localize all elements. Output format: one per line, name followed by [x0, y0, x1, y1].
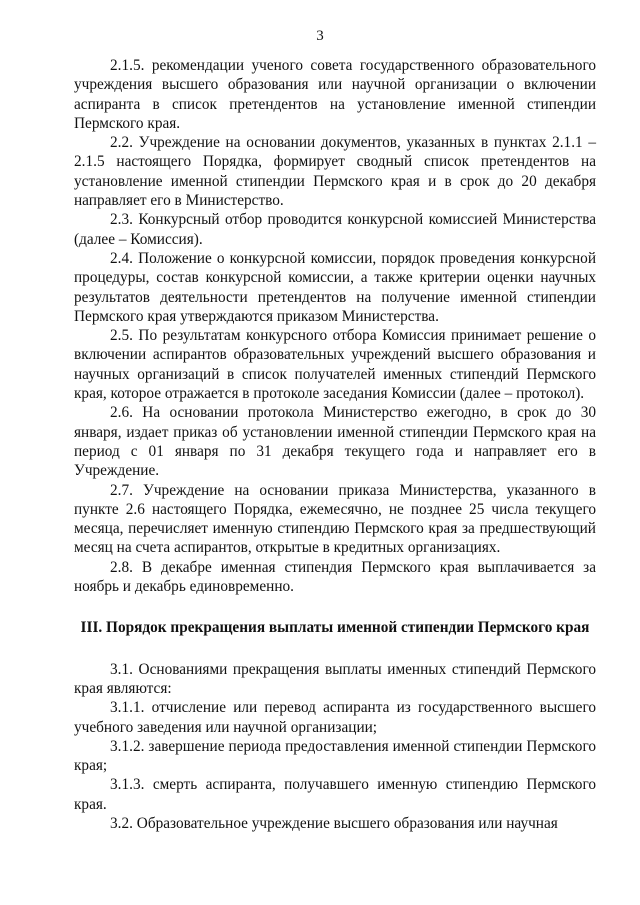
paragraph-2-5: 2.5. По результатам конкурсного отбора Комиссия принимает решение о включении аспирантов образовательных учреждений высшего образования и научных организаций в список получателей именных стипендий Пермского края, которое отражается в протоколе заседания Комиссии (далее – протокол). — [74, 327, 596, 403]
paragraph-2-1-5: 2.1.5. рекомендации ученого совета государственного образовательного учреждения высшего образования или научной организации о включении аспиранта в список претендентов на установление именной стипендии Пермского края. — [74, 57, 596, 132]
paragraph-2-6: 2.6. На основании протокола Министерство ежегодно, в срок до 30 января, издает приказ об установлении именной стипендии Пермского края на период с 01 января по 31 декабря текущего года и направляет его в Учреждение. — [74, 404, 596, 480]
section-heading: III. Порядок прекращения выплаты именной стипендии Пермского края — [80, 619, 590, 637]
paragraph-2-7: 2.7. Учреждение на основании приказа Министерства, указанного в пункте 2.6 настоящего Порядка, ежемесячно, не позднее 25 числа текущего месяца, перечисляет именную стипендию Пермского края за предшествующий месяц на счета аспирантов, открытые в кредитных организациях. — [74, 481, 596, 557]
paragraph-3-1-1: 3.1.1. отчисление или перевод аспиранта из государственного высшего учебного заведения или научной организации; — [74, 699, 596, 736]
paragraph-2-4: 2.4. Положение о конкурсной комиссии, порядок проведения конкурсной процедуры, состав конкурсной комиссии, а также критерии оценки научных результатов деятельности претендентов на получение именной стипендии Пермского края утверждаются приказом Министерства. — [74, 249, 596, 325]
page-number: 3 — [316, 28, 324, 44]
paragraph-2-2: 2.2. Учреждение на основании документов, указанных в пунктах 2.1.1 – 2.1.5 настоящего Порядка, формирует сводный список претендентов на установление именной стипендии Пермского края и в срок до 20 декабря направляет его в Министерство. — [74, 134, 596, 210]
paragraph-3-2: 3.2. Образовательное учреждение высшего образования или научная — [110, 814, 558, 832]
paragraph-2-3: 2.3. Конкурсный отбор проводится конкурсной комиссией Министерства (далее – Комиссия). — [74, 211, 596, 248]
paragraph-3-1-2: 3.1.2. завершение периода предоставления именной стипендии Пермского края; — [74, 737, 596, 775]
document-body — [74, 56, 596, 833]
paragraph-3-1: 3.1. Основаниями прекращения выплаты именных стипендий Пермского края являются: — [74, 660, 596, 697]
paragraph-3-1-3: 3.1.3. смерть аспиранта, получавшего именную стипендию Пермского края. — [74, 776, 596, 813]
paragraph-2-8: 2.8. В декабре именная стипендия Пермского края выплачивается за ноябрь и декабрь единовременно. — [74, 558, 596, 596]
